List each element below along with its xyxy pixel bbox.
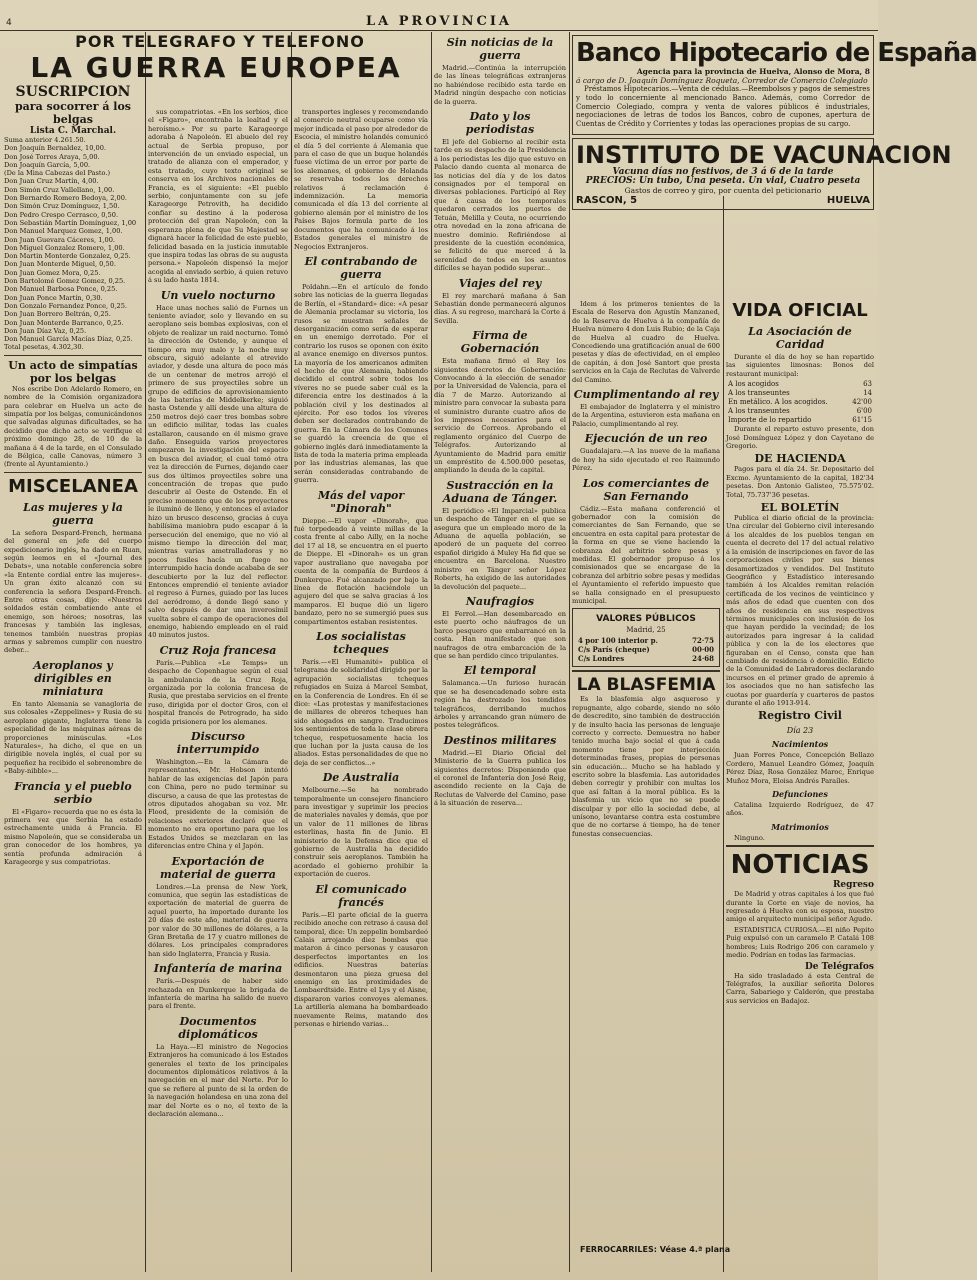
limosna-row xyxy=(726,389,874,398)
valores-row xyxy=(576,645,716,654)
headline-belgas: para socorrer á los belgas xyxy=(14,100,131,126)
limosnas-table xyxy=(726,380,874,425)
donor-list-item: Don Sebastián Martín Domínguez, 1,00 xyxy=(4,218,137,227)
valores-label: 4 por 100 interior p. xyxy=(578,636,658,646)
donor-list-item: Don Juan Gomez Mora, 0,25. xyxy=(4,268,101,277)
limosna-row xyxy=(726,398,874,407)
article-text: El «Figaro» recuerda que no es ésta la primera vez que Serbia ha estado estrechamente unida á Francia. El mismo Napoleón, que se consideraba un gran conocedor de los hombres, ya sentía profunda admiración á Karageorge y sus compatriotas. xyxy=(4,807,142,866)
railway-note: FERROCARRILES: Véase 4.ª plana xyxy=(580,1245,731,1254)
vaccine-title: INSTITUTO DE VACUNACION xyxy=(576,140,952,169)
column-rule xyxy=(723,196,724,1272)
donor-list xyxy=(4,136,142,352)
subhead-dato: Dato y los periodistas xyxy=(465,110,535,137)
bank-title: Banco Hipotecario de España xyxy=(576,38,977,68)
valores-table xyxy=(576,636,716,663)
subhead-destinos: Destinos militares xyxy=(443,733,557,747)
subhead-australia: De Australia xyxy=(322,771,400,785)
article-text: ESTADISTICA CURIOSA.—El niño Pepito Puig expulsó con un caramelo P. Catalá 108 hombres; Luis Rodrigo 206 con caramelo y medio. Podrían en todas las farmacias. xyxy=(726,925,874,960)
limosna-row xyxy=(726,416,874,425)
limosna-label: A los transeuntes xyxy=(728,407,790,416)
subhead-regreso: Regreso xyxy=(832,880,874,891)
donor-list-item: Don Simón Cruz Domínguez, 1,50. xyxy=(4,202,120,211)
column-3 xyxy=(294,108,428,1272)
subhead-registro: Registro Civil xyxy=(758,709,842,723)
article-text: Dieppe.—El vapor «Dinorah», que fué torpedeado á veinte millas de la costa frente al cabo Ailly, en la noche del 17 al 18, se encuentra en el puerto de Dieppe. El «Dinorah» es un gran vapor australiano que navegaba por cuenta de la compañía de Burdeos á Dunkerque. Fué alcanzado por bajo la línea de flotación haciéndole un agujero del que se salva gracias á los mamparos. El buque dió un ligero bandazo, pero no se sumergió pues sus compartimentos estaban resistentes. xyxy=(294,516,428,626)
article-text: Publica el diario oficial de la provincia: Una circular del Gobierno civil interesando á los alcaldes de los pueblos tengan en cuenta el decreto del 17 del actual relativo á la emisión de inscripciones en favor de las corporaciones civiles por sus bienes desamortizados y vendidos. Del Instituto Geográfico y Estadístico interesando también á los Alcaldes remitan relación certificada de los vecinos de veinticinco y más años de edad que cuenten con dos años de residencia en sus respectivos términos municipales con inclusión de los que hayan perdido la vecindad; de los autorizados para ingresar á la calidad pública y con la de los electores que figuraban en el Censo, consta que han cambiado de residencia ó domicilio. Edicto de la Comunidad de Labradores declarando incursos en el primer grado de apremio á los asociados que no han satisfecho las cuotas por guardería y cuarteros de pastos durante el año 1913-914. xyxy=(726,514,874,707)
article-text: sus compatriotas. «En los serbios, dice el «Figaro», encontraba la lealtad y el heroísmo.» Por su parte Karageorge adoraba á Napoleón. El abuelo del rey actual de Serbia propuso, por intervención de un enviado especial, un tratado de alianza con el emperador, y esta tratado, cuyo texto original se conserva en los Archivos nacionales de Francia, es el siguiente: «El pueblo serbio, conjuntamente con su jefe Karageorge Petrovith, ha decidido confiar su destino á la poderosa protección del gran Napoleón, con la esperanza plena de que Su Majestad se dignará hacer la felicidad de este pueblo, felicidad basada en la justicia inmutable que inspira todas las obras de su augusta persona.» Napoleón dispensó la mejor acogida al enviado serbio, á quien retuvo á su lado hasta 1814. xyxy=(148,108,288,285)
bank-agent: á cargo de D. Joaquín Domínguez Roqueta, Corredor de Comercio Colegiado xyxy=(576,76,868,85)
valores-label: C/s París (cheque) xyxy=(578,645,650,655)
subhead-socialistas: Los socialistas tcheques xyxy=(316,629,406,656)
article-text: La señora Despard-French, hermana del general en jefe del cuerpo expedicionario inglés, ha dado en Ruan, según leemos en el «Journal des Debats», una notable conferencia sobre «la Entente cordial entre las mujeres». Un gran éxito alcanzó con su conferencia la señora Despard-French. Entre otras cosas, dijo: «Nuestros soldados están combatiendo ante el enemigo, son héroes; nosotras, las francesas y también las inglesas, tenemos también nuestras propias armas y sabremos cumplir con nuestro deber... xyxy=(4,528,142,655)
subhead-vuelo: Un vuelo nocturno xyxy=(160,288,276,302)
subhead-infanteria: Infantería de marina xyxy=(153,962,283,976)
vaccine-city: HUELVA xyxy=(826,194,870,206)
donor-list-item: Total pesetas, 4.302,30. xyxy=(4,343,84,352)
page-number-left: 4 xyxy=(6,18,12,28)
subhead-contrabando: El contrabando de guerra xyxy=(304,254,418,281)
subhead-boletin: EL BOLETÍN xyxy=(760,501,840,515)
article-text: Durante el reparto estuvo presente, don José Domínguez López y don Cayetano de Gregorio. xyxy=(726,425,874,451)
subhead-nacimientos: Nacimientos xyxy=(771,739,829,750)
subhead-temporal: El temporal xyxy=(463,664,537,678)
subhead-defunciones: Defunciones xyxy=(772,789,828,800)
vaccine-hours: Vacuna días no festivos, de 3 á 6 de la tarde xyxy=(612,166,834,177)
article-text: transportes ingleses y recomendando al comercio neutral ocuparse como vía mejor indicada el paso por alrededor de Escocia, el ministro holandés comunicó el día 5 del corriente á Alemania que para el caso de que un buque holandés fuese víctima de un error por parte de los alemanes, el gobierno de Holanda se reservaba todos los derechos relativos á reclamación é indemnización. La memoria comunicada el día 13 del corriente al gobierno alemán por el ministro de los Países Bajos formula parte de los documentos que ha comunicado á los Estados generales el ministro de Negocios Extranjeros. xyxy=(294,108,428,251)
column-2 xyxy=(148,78,288,1272)
valores-value: 72·75 xyxy=(692,636,714,646)
article-text: Nos escribe Don Adelardo Romero, en nombre de la Comisión organizadora para celebrar en Huelva un acto de simpatía por los belgas, comunicándonos que salvadas algunas dificultades, se ha decidido que dicho acto se verifique el próximo domingo 28, de 10 de la mañana á 4 de la tarde, en el Consulado de Bélgica, calle Canovas, número 3 (frente al Ayuntamiento.) xyxy=(4,384,142,469)
article-text: Madrid.—El Diario Oficial del Ministerio de la Guerra publica los siguientes decretos: Disponiendo que el coronel de Infantería don José Reig, ascendido reciente en la Caja de Reclutas de Valverde del Camino, pase á la situación de reserva... xyxy=(434,748,566,808)
valores-box xyxy=(572,608,720,667)
limosna-value: 61'15 xyxy=(852,416,872,425)
donor-list-item: Don Juan Monterde Barranco, 0,25. xyxy=(4,318,124,327)
article-text: Salamanca.—Un furioso huracán que se ha desencadenado sobre esta región ha destrozado los tendidos telegráficos, derribando muchos árboles y arrancando gran número de postes telegráficos. xyxy=(434,679,566,730)
article-text: Washington.—En la Cámara de representantes, Mr. Hobson intentó hablar de las exigencias del Japón para con China, pero no pudo terminar su discurso, a causa de que las protestas de otros diputados ahogaban su voz. Mr. Flood, presidente de la comisión de relaciones exteriores declaró que el momento no era oportuno para que los Estados Unidos se mezclaran en las diferencias entre China y el Japón. xyxy=(148,758,288,851)
limosna-label: En metálico. A los acogidos. xyxy=(728,398,828,407)
column-rule xyxy=(145,32,146,1272)
vaccine-street: RASCON, 5 xyxy=(576,194,638,206)
bank-text: Préstamos Hipotecarios.—Venta de cédulas.—Reembolsos y pagos de semestres y todo lo concerniente al mencionado Banco. Además, como Corredor de Comercio Colegiado, compra y venta de valores públicos é industriales, negociaciones de letras de todos los Bancos, cobro de cupones, apertura de Cuentas de Crédito y Corrientes y todas las operaciones propias de su cargo. xyxy=(576,85,870,129)
donor-list-item: Don Manuel García Macías Díaz, 0,25. xyxy=(4,335,133,344)
donor-list-item: Don Juan Borrero Beltrán, 0,25. xyxy=(4,310,111,319)
bank-agency: Agencia para la provincia de Huelva, Alonso de Mora, 8 xyxy=(636,67,870,76)
donor-list-item: Don Juan Cruz Martín, 4,00. xyxy=(4,177,99,186)
valores-date: Madrid, 25 xyxy=(626,626,666,635)
ads-top xyxy=(572,32,977,206)
article-text: El jefe del Gobierno al recibir esta tarde en su despacho de la Presidencia á los periodistas les dijo que estuvo en Palacio dando cuenta al monarca de las noticias del día y de los datos consignados por el temporal en diversas poblaciones. Participó al Rey que á causa de los temporales quedaron cerrados los puertos de Tetuán, Melilla y Ceuta, no ocurriendo otra novedad en la zona africana de nuestro dominio. Refiriéndose al presidente de la cuestión económica, se felicitó de que merced á la serenidad de todos en los asuntos difíciles se hayan podido superar... xyxy=(434,138,566,273)
vaccine-ad xyxy=(572,138,952,210)
donor-list-item: (De la Mina Cabezas del Pasto.) xyxy=(4,169,111,178)
article-text: Idem á los primeros tenientes de la Escala de Reserva don Agustín Manzaned, de la Reserva de Huelva á la compañía de Huelva número 4 don Luis Rubio; de la Caja de Huelva al cuadro de Huelva. Concediendo una gratificación anual de 600 pesetas y días de efectividad, en el empleo de capitán, á don José Santort que presta servicios en la Caja de Reclutas de Valverde del Camino. xyxy=(572,300,720,384)
subhead-cruz: Cruz Roja francesa xyxy=(159,643,277,657)
donor-list-item: Don Gonzalo Fernandez Ponce, 0,25. xyxy=(4,301,127,310)
article-text: Catalina Izquierdo Rodríguez, de 47 años. xyxy=(726,801,874,818)
article-text: París.—«El Humanité» publica el telegrama de solidaridad dirigido por la agrupación socialistas tcheques refugiados en Suiza á Marcel Sembat, en la Conferencia de Londres. En él se dice: «Las protestas y manifestaciones de millares de obreros tcheques han sido ahogados en sangre. Traducimos los sentimientos de toda la clase obrera tcheque, respetuosamente hacia los que luchan por la justa causa de los aliados. Estas personalidades de que no deja de ser conflictos...» xyxy=(294,657,428,767)
headline-war: LA GUERRA EUROPEA xyxy=(30,51,402,84)
donor-list-item: Don Juan Ponce Martín, 0,30. xyxy=(4,293,103,302)
donor-list-item: Suma anterior 4.261.50. xyxy=(4,136,86,144)
headline-vida-oficial: VIDA OFICIAL xyxy=(732,300,868,321)
article-text: El Ferrol.—Han desembarcado en este puerto ocho náufragos de un barco pesquero que embarrancó en la costa. Han manifestado que son naufragos de otra embarcación de la que se han perdido cinco tripulantes. xyxy=(434,609,566,660)
newspaper-title: LA PROVINCIA xyxy=(366,14,512,29)
subhead-discurso: Discurso interrumpido xyxy=(176,730,260,757)
subhead-aeroplanos: Aeroplanos y dirigibles en miniatura xyxy=(33,658,113,698)
donor-list-item: Don Manuel Barbosa Ponce, 0,25. xyxy=(4,285,118,294)
article-text: La Haya.—El ministro de Negocios Extranjeros ha comunicado á los Estados generales el texto de los principales documentos diplomáticos relativos á la navegación en el mar del Norte. Por lo que se refiere al punto de si la orden de la navegación holandesa en una zona del mar del Norte es o no, el texto de la declaración alemana... xyxy=(148,1042,288,1119)
subhead-cumpl: Cumplimentando al rey xyxy=(573,388,719,402)
limosna-value: 63 xyxy=(863,380,872,389)
article-text: Guadalajara.—A las nueve de la mañana de hoy ha sido ejecutado el reo Raimundo Pérez. xyxy=(572,447,720,473)
column-6 xyxy=(726,300,874,1272)
donor-list-item: Don Simón Cruz Vallellano, 1,00. xyxy=(4,185,115,194)
subhead-matrimonios: Matrimonios xyxy=(771,821,829,832)
column-4 xyxy=(434,32,566,1272)
article-text: París.—Publica «Le Temps» un despacho de Copenhague según el cual la ambulancia de la Cruz Roja, organizada por la colonia francesa de Rusia, que prestaba servicios en el frente ruso, dirigida por el doctor Gros, con el hospital francés de Petrogrado, ha sido cogida prisionera por los alemanes. xyxy=(148,658,288,726)
article-text: El embajador de Inglaterra y el ministro de la Argentina, estuvieron esta mañana en Palacio, cumplimentando al rey. xyxy=(572,403,720,428)
subhead-asociacion: La Asociación de Caridad xyxy=(748,325,852,351)
registro-date: Día 23 xyxy=(786,726,814,736)
donor-list-item: Don José Torres Araya, 5,00. xyxy=(4,152,100,161)
article-text: Poldahn.—En el artículo de fondo sobre las noticias de la guerra llegadas de Berlín, el «Standard» dice: «A pesar de Alemania proclamar su victoria, los rusos se muestran señales de desorganización como sería de esperar en un enemigo derrotado. Por el contrario los rusos se oponen con éxito al avance enemigo en diversos puntos. La mayoría de los americanos admiten el hecho de que Alemania, habiendo decidido el control sobre todos los víveres no se puede saber cuál es la diferencia entre los destinados á la población civil y los destinados al ejército. Por eso todos los víveres deben ser declarados contrabando de guerra. En la Cámara de los Comunes se guardó la creencia de que el gobierno inglés dará inmediatamente la lista de toda la materia prima empleada por las industrias alemanas, las que serán consideradas contrabando de guerra. xyxy=(294,282,428,485)
valores-value: 24·68 xyxy=(692,654,714,664)
article-text: El periódico «El Imparcial» publica un despacho de Tánger en el que se asegura que un empleado moro de la Aduana de aquella población, se apoderó de un paquete del correo español dirigido á Muley Ha fid que se encuentra en Barcelona. Nuestro ministro en Tánger señor López Roberts, ha exigido de las autoridades la devolución del paquete... xyxy=(434,506,566,591)
vaccine-address xyxy=(576,195,870,206)
donor-list-item: Don Joaquín García, 5,00. xyxy=(4,160,91,169)
article-text: Hace unas noches salió de Furnes un teniente aviador, solo y llevando en su aeroplano seis bombas explosivas, con el objeto de realizar un raid nocturno. Tomó la dirección de Ostende, y aunque el tiempo era muy malo y la noche muy obscura, siguió adelante el atrevido aviador, y desde una altura de poco más de un centenar de metros arrojó el primero de sus proyectiles sobre un grupo de edificios de aprovisionamiento de las baterías de Middelkerke; siguió hasta Ostende y allí desde una altura de 250 metros dejó caer tres bombas sobre un edificio militar, todas las cuales estallaron, causando en él mismo grave daño. Enseguida varios proyectores empezaron la investigación del espacio en busca del aviador, el cual tomó otra vez la dirección de Furnes, dejando caer sus dos últimos proyectiles sobre una concentración de tropas que pudo descubrir al Oeste de Ostende. En el preciso momento que de los proyectores le iluminó de lleno, y entonces el aviador hizo un brusco descenso, gracias á cuya habilísima maniobra pudo escapar á la persecución del enemigo, que no vió al mismo tiempo la dirección del mar, mientras varias ametralladoras y no pocos fusiles hacía un fuego no interrumpido hacia donde acababa de ser descubierto por la luz del reflector. Entonces emprendió el teniente aviador el regreso á Furnes, guiado por las luces del aeródromo, á donde llegó sano y salvo después de dar una inverosímil vuelta sobre el campo de operaciones del enemigo, habiendo empleado en el raid 40 minutos justos. xyxy=(148,303,288,640)
article-text: París.—El parte oficial de la guerra recibido anoche con retraso á causa del temporal, dice: Un zeppelin bombardeó Calais arrojando diez bombas que mataron á cinco personas y causaron desperfectos importantes en los edificios. Nuestras baterías desmontaron una pieza gruesa del enemigo en las proximidades de Lombaerdtside. Entre el Lys y el Aisne, dispararon varios convoyes alemanes. La artillería alemana ha bombardeado nuevamente Reims, matando dos personas e hiriendo varias... xyxy=(294,910,428,1028)
limosna-label: A los acogidos xyxy=(728,380,779,389)
headline-acto: Un acto de simpatías por los belgas xyxy=(8,358,138,385)
donor-list-item: Don Juan Monterde Miguel, 0,50. xyxy=(4,260,116,269)
limosna-label: Importe de lo repartido xyxy=(728,416,812,425)
donor-list-item: Don Manuel Marquez Gomez, 1,00. xyxy=(4,227,123,236)
article-text: Pagos para el día 24. Sr. Depositario del Excmo. Ayuntamiento de la capital, 182'34 pesetas. Don Antonio Galisteo, 75.575'02. Total, 75.737'36 pesetas. xyxy=(726,465,874,499)
article-text: Juan Forres Ponce, Concepción Bellazo Cordero, Manuel Leandro Gómez, Joaquín Pérez Díaz, Rosa González Maroc, Enrique Muñoz Mora, Eloisa Andrés Paraíles. xyxy=(726,751,874,785)
limosna-value: 6'00 xyxy=(856,407,872,416)
column-rule xyxy=(431,32,432,1272)
valores-row xyxy=(576,636,716,645)
article-text: Esta mañana firmó el Rey los siguientes decretos de Gobernación: Convocando á la elección de senador por la Universidad de Valencia, para el día 7 de Marzo. Autorizando al ministro para convocar la subasta para el suministro durante cuatro años de los impresos necesarios para el servicio de Correos. Aprobando el reglamento orgánico del Cuerpo de Telégrafos. Autorizando al Ayuntamiento de Madrid para emitir un empréstito de 4.500.000 pesetas, ampliando la deuda de la capital. xyxy=(434,357,566,475)
donor-list-item: Don Bartolomé Gomez Gomez, 0,25. xyxy=(4,277,126,286)
headline-blasfemia: LA BLASFEMIA xyxy=(576,675,716,696)
subhead-hacienda: DE HACIENDA xyxy=(754,452,846,466)
subhead-sin: Sin noticias de la guerra xyxy=(446,36,554,62)
subhead-naufragios: Naufragios xyxy=(465,594,535,608)
vaccine-prices: PRECIOS: Un tubo, Una peseta. Un vial, Cuatro peseta xyxy=(585,175,861,186)
subhead-ejec: Ejecución de un reo xyxy=(584,432,708,446)
subhead-francia: Francia y el pueblo serbio xyxy=(14,779,132,806)
masthead xyxy=(0,0,878,31)
subhead-viajes: Viajes del rey xyxy=(458,276,542,290)
donor-list-item: Don Juan Díaz Vaz, 0,25. xyxy=(4,326,87,335)
article-text: Londres.—La prensa de New York, comunica, que según las estadísticas de exportación de material de guerra de aquel puerto, ha importado durante los 20 días de este año, material de guerra por valor de 30 millones de dólares, a la Gran Bretaña de 17 y cuatro millones de dólares. Los principales compradores han sido Inglaterra, Francia y Rusia. xyxy=(148,882,288,958)
headline-noticias: NOTICIAS xyxy=(730,850,870,881)
donor-list-item: Don Miguel Gonzalez Romero, 1,00. xyxy=(4,243,125,252)
article-text: Ha sido trasladado á esta Central de Telégrafos, la auxiliar señorita Dolores Carra, Sabariego y Calderón, que prestaba sus servicios en Badajoz. xyxy=(726,971,874,1005)
article-text: De Madrid y otras capitales á los que fué durante la Corte en viaje de novios, ha regresado á Huelva con su esposa, nuestro amigo el arquitecto municipal señor Agudo. xyxy=(726,890,874,924)
limosna-label: A los transeuntes xyxy=(728,389,790,398)
donor-list-item: Don Pedro Crespo Cerrasco, 0,50. xyxy=(4,210,119,219)
limosna-value: 14 xyxy=(863,389,872,398)
subhead-dinorah: Más del vapor "Dinorah" xyxy=(317,488,405,515)
article-text: En tanto Alemania se vanagloria de sus colosales «Zeppelines» y Rusia de su aeroplano gigante, Inglaterra tiene la especialidad de las máquinas aéreas de proporciones minúsculas. «Los Naturales», ha dicho, el que en un dirigible novela inglés, el cual por su pequeñez ha recibido el sobrenombre de «Baby-nibble»... xyxy=(4,699,142,776)
subhead-sustraccion: Sustracción en la Aduana de Tánger. xyxy=(442,478,558,505)
subhead-comerc: Los comerciantes de San Fernando xyxy=(582,476,710,503)
subhead-comunicado: El comunicado francés xyxy=(315,882,407,909)
donor-list-item: Don Bernardo Romero Bedoya, 2,00. xyxy=(4,194,127,203)
valores-value: 00·00 xyxy=(692,645,714,655)
donor-list-item: Don Joaquín Bernaldez, 10,00. xyxy=(4,144,107,153)
article-text: El rey marchará mañana á San Sebastián donde permanecerá algunos días. A su regreso, marchará la Corte á Sevilla. xyxy=(434,291,566,325)
valores-title: VALORES PÚBLICOS xyxy=(596,614,696,625)
donor-list-item: Don Martin Monterde Gonzalez, 0,25. xyxy=(4,252,131,261)
bank-ad xyxy=(572,35,977,135)
valores-row xyxy=(576,654,716,663)
headline-miscelanea: MISCELANEA xyxy=(8,475,138,497)
article-text: Melbourne.—Se ha nombrado temporalmente un consejero financiero para investigar y suprimir los precios de materiales navales y demás, que por un valor de 11 millones de libras esterlinas, hasta fin de Junio. El ministerio de la Defensa dice que el gobierno de Australia ha decidido construir seis aeroplanos. También ha acordado el gobierno prohibir la exportación de cueros. xyxy=(294,786,428,879)
article-text: Durante el día de hoy se han repartido las siguientes limosnas: Bonos del restaurant municipal: xyxy=(726,353,874,378)
article-text: París.—Después de haber sido rechazada en Dunkerque la brigada de infantería de marina ha salido de nuevo para el frente. xyxy=(148,977,288,1011)
headline-suscripcion: SUSCRIPCION xyxy=(15,84,131,100)
limosna-row xyxy=(726,407,874,416)
limosna-row xyxy=(726,380,874,389)
article-text: Cádiz.—Esta mañana conferenció el gobernador con la comisión de comerciantes de San Fernando, que se encuentra en esta capital para protestar de la forma en que se viene haciendo la cobranza del arbitrio sobre pesas y medidas. El gobernador propuso á los comisionados que se encargase de la cobranza del arbitrio sobre pesas y medidas el Ayuntamiento el referido impuesto que se halla consignado en el presupuesto municipal. xyxy=(572,504,720,605)
column-5 xyxy=(572,300,720,1272)
column-rule xyxy=(569,32,570,1272)
article-text: Madrid.—Continúa la interrupción de las líneas telegráficas extranjeras no habiéndose recibido esta tarde en Madrid ningún despacho con noticias de la guerra. xyxy=(434,64,566,106)
section-kicker: POR TELEGRAFO Y TELEFONO xyxy=(75,32,365,51)
subhead-export: Exportación de material de guerra xyxy=(160,854,276,881)
limosna-value: 42'00 xyxy=(852,398,872,407)
list-title: Lista C. Marchal. xyxy=(29,126,117,136)
subhead-telegrafos: De Telégrafos xyxy=(804,961,874,972)
column-rule xyxy=(291,32,292,1272)
subhead-mujeres: Las mujeres y la guerra xyxy=(23,500,123,527)
vaccine-postage: Gastos de correo y giro, por cuenta del peticionario xyxy=(624,185,822,195)
valores-label: C/s Londres xyxy=(578,654,625,664)
article-text: Es la blasfemia algo asqueroso y repugnante, algo cobarde, siendo no sólo de descredito, sino también de destrucción y de insulto hacia las personas de lenguaje correcto y correcto. Demuestra no haber tenido mucha bajo social el que á cada momento tiene por interjección determinadas frases, propias de personas sin educación... Mucho se ha hablado y escrito sobre la blasfemia. Las autoridades deben corregir y prohibir con multas los que así faltan á la moral pública. Es la blasfemia un vicio que no se puede disculpar y por ello la sociedad debe, al unísono, levantarse contra esta costumbre que de no cortarse á tiempo, ha de tener funestas consecuencias. xyxy=(572,695,720,838)
subhead-docs: Documentos diplomáticos xyxy=(178,1014,258,1041)
donor-list-item: Don Juan Guevara Cáceres, 1,00. xyxy=(4,235,115,244)
subhead-firma: Firma de Gobernación xyxy=(460,329,540,356)
article-text: Ninguno. xyxy=(734,833,765,842)
